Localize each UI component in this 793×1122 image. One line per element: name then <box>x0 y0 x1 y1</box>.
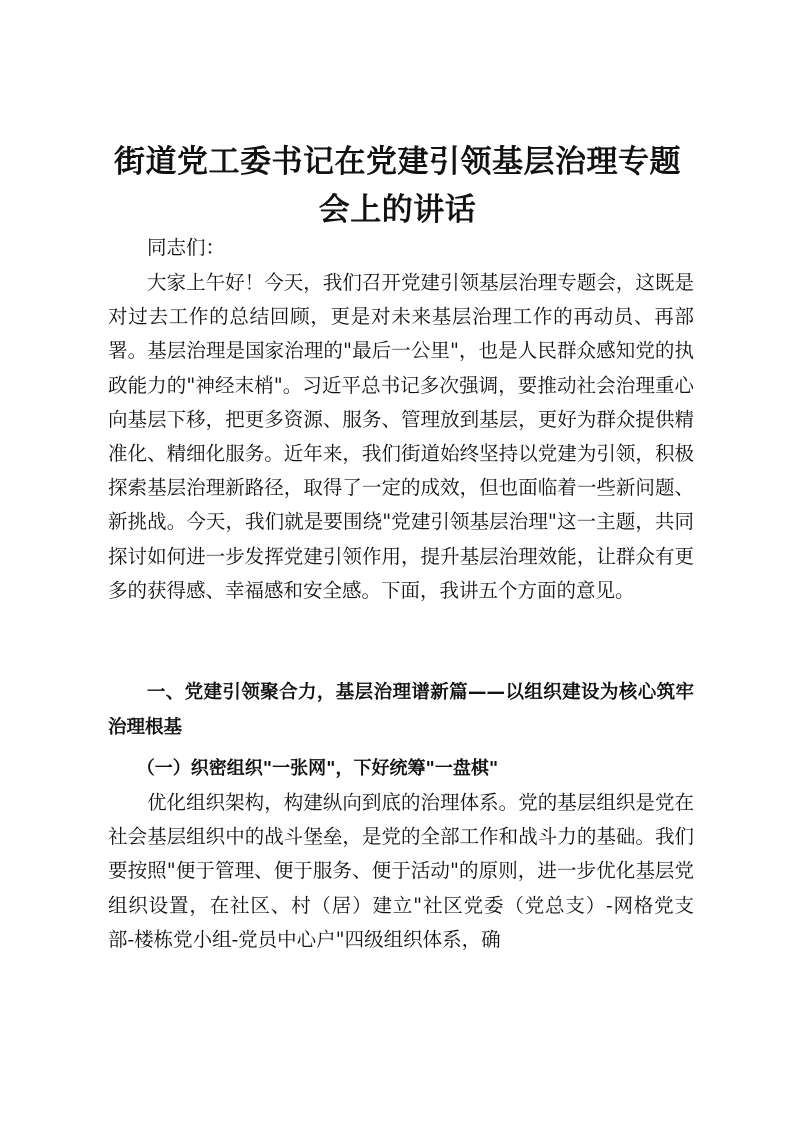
greeting: 同志们： <box>147 236 226 259</box>
document-title: 街道党工委书记在党建引领基层治理专题会上的讲话 <box>114 144 681 228</box>
section-heading: 一、党建引领聚合力，基层治理谱新篇——以组织建设为核心筑牢治理根基 <box>108 682 694 738</box>
organization-paragraph: 优化组织架构，构建纵向到底的治理体系。党的基层组织是党在社会基层组织中的战斗堡垒，是党的全部工作和战斗力的基础。我们要按照"便于管理、便于服务、便于活动"的原则，进一步优化基层党组织设置，在社区、村（居）建立"社区党委（党总支）-网格党支部-楼栋党小组-党员中心户"四级组织体系，确 <box>108 791 694 951</box>
subsection-heading: （一）织密组织"一张网"，下好统筹"一盘棋" <box>136 758 499 779</box>
intro-paragraph: 大家上午好！今天，我们召开党建引领基层治理专题会，这既是对过去工作的总结回顾，更是对未来基层治理工作的再动员、再部署。基层治理是国家治理的"最后一公里"，也是人民群众感知党的执政能力的"神经末梢"。习近平总书记多次强调，要推动社会治理重心向基层下移，把更多资源、服务、管理放到基层，更好为群众提供精准化、精细化服务。近年来，我们街道始终坚持以党建为引领，积极探索基层治理新路径，取得了一定的成效，但也面临着一些新问题、新挑战。今天，我们就是要围绕"党建引领基层治理"这一主题，共同探讨如何进一步发挥党建引领作用，提升基层治理效能，让群众有更多的获得感、幸福感和安全感。下面，我讲五个方面的意见。 <box>108 271 694 602</box>
